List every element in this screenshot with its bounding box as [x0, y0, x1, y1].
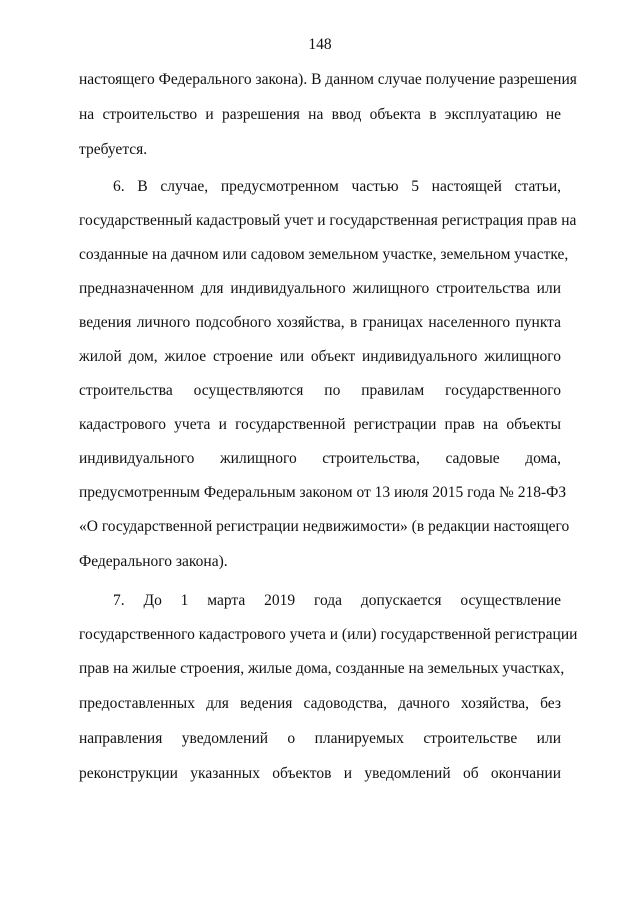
text-line: 6. В случае, предусмотренном частью 5 настоящей статьи,: [113, 178, 561, 195]
text-line: созданные на дачном или садовом земельном участке, земельном участке,: [79, 246, 569, 263]
page-number: 148: [308, 36, 332, 53]
text-line: государственный кадастровый учет и государственная регистрация прав на: [79, 212, 577, 229]
text-line: прав на жилые строения, жилые дома, созданные на земельных участках,: [79, 660, 565, 677]
text-line: предусмотренным Федеральным законом от 13 июля 2015 года № 218-ФЗ: [79, 484, 567, 501]
text-line: предоставленных для ведения садоводства, дачного хозяйства, без: [79, 695, 561, 712]
text-line: 7. До 1 марта 2019 года допускается осуществление: [113, 592, 561, 609]
text-line: государственного кадастрового учета и (или) государственной регистрации: [79, 626, 578, 643]
text-line: строительства осуществляются по правилам государственного: [79, 382, 561, 399]
text-line: требуется.: [79, 141, 148, 158]
text-line: настоящего Федерального закона). В данном случае получение разрешения: [79, 71, 577, 88]
text-line: предназначенном для индивидуального жилищного строительства или: [79, 280, 561, 297]
text-line: направления уведомлений о планируемых строительстве или: [79, 730, 561, 747]
text-line: Федерального закона).: [79, 553, 228, 570]
text-line: реконструкции указанных объектов и уведомлений об окончании: [79, 765, 561, 782]
text-line: ведения личного подсобного хозяйства, в границах населенного пункта: [79, 314, 561, 331]
text-line: кадастрового учета и государственной регистрации прав на объекты: [79, 416, 561, 433]
text-line: «О государственной регистрации недвижимости» (в редакции настоящего: [79, 518, 570, 535]
text-line: на строительство и разрешения на ввод объекта в эксплуатацию не: [79, 106, 561, 123]
text-line: индивидуального жилищного строительства, садовые дома,: [79, 450, 561, 467]
text-line: жилой дом, жилое строение или объект индивидуального жилищного: [79, 348, 561, 365]
